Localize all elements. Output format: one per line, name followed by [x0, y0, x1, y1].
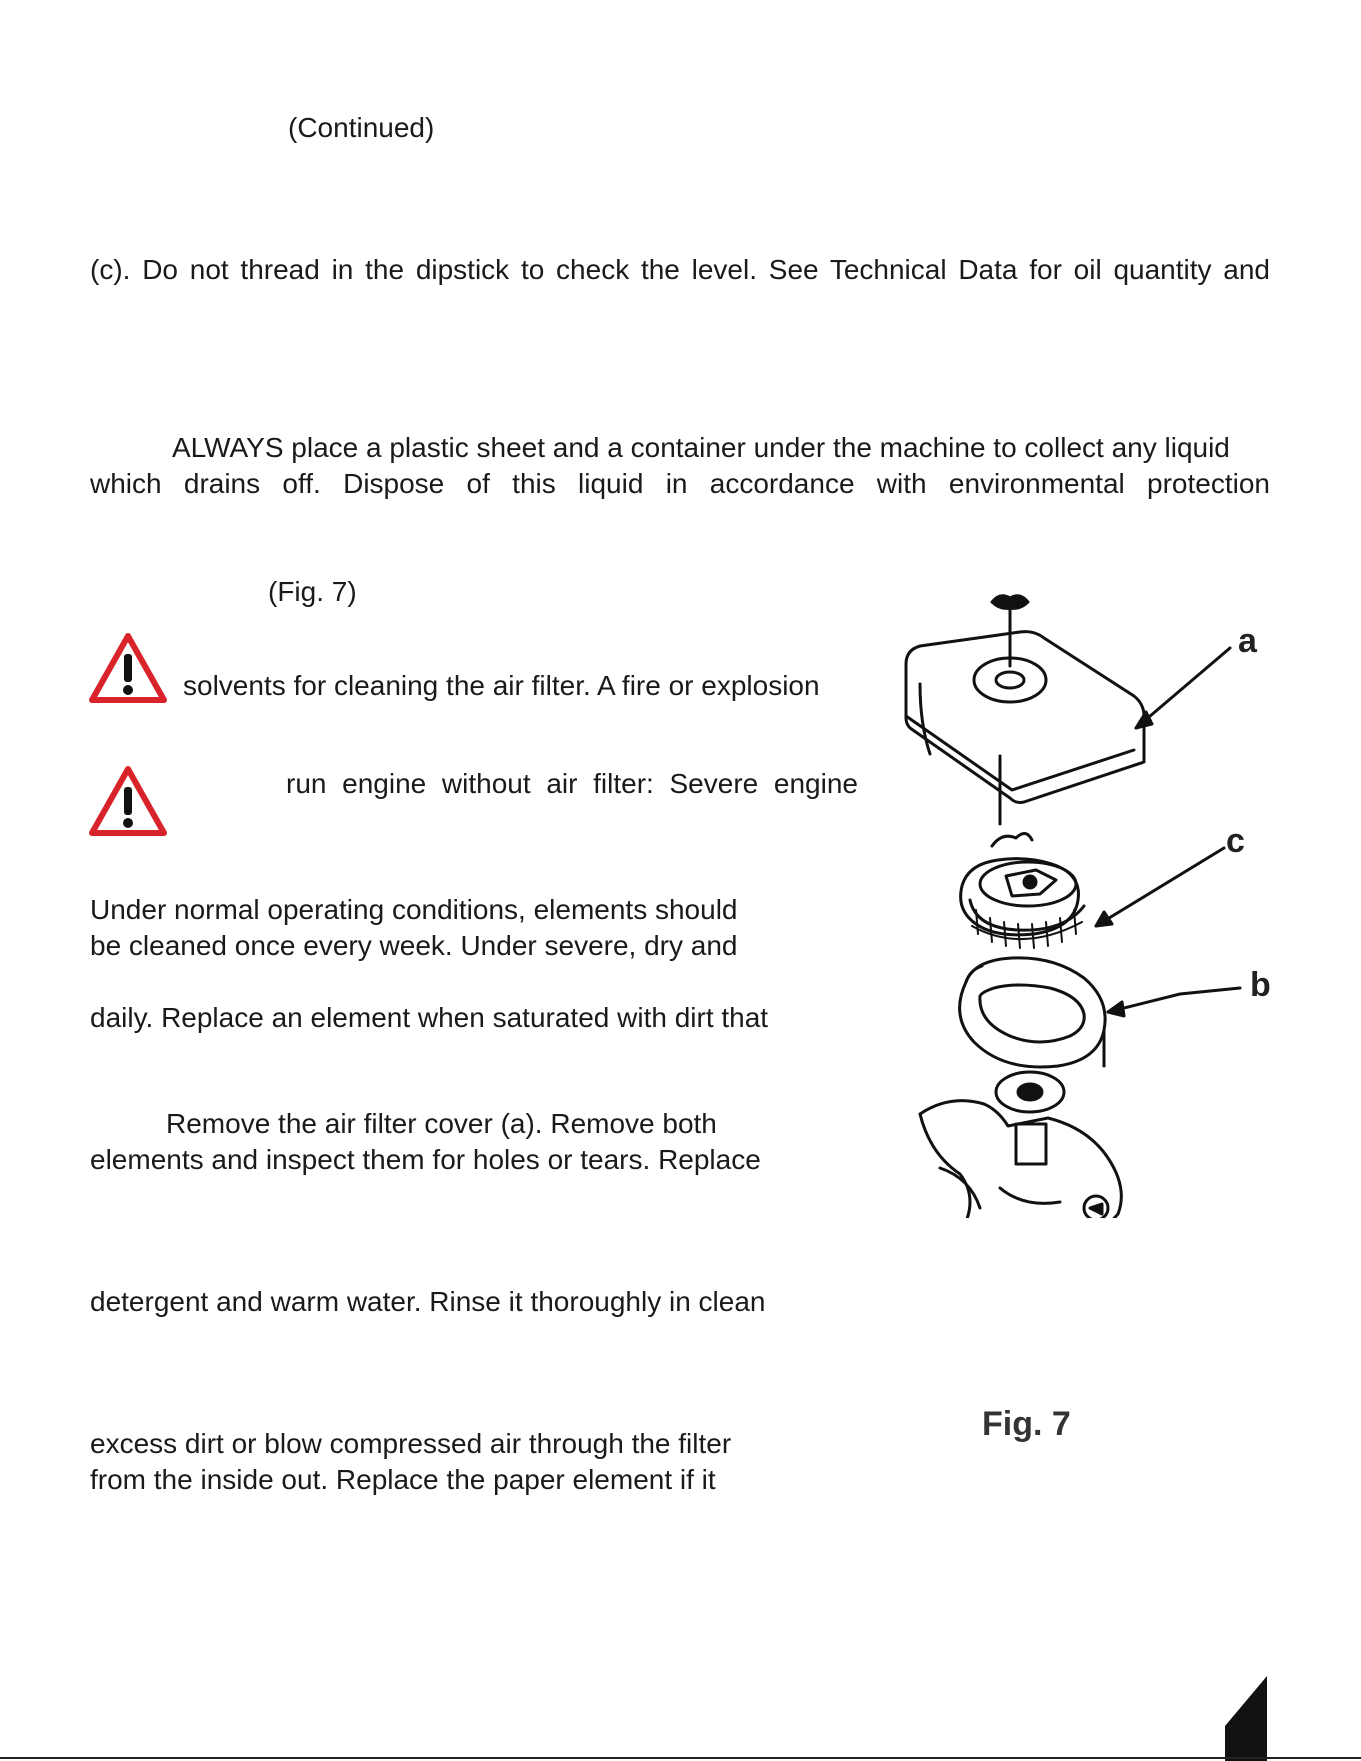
engine-base: [920, 1072, 1121, 1218]
warning-triangle-icon: [88, 765, 168, 837]
normal-line-2: be cleaned once every week. Under severe, dry and: [90, 930, 738, 961]
excess-line-1: excess dirt or blow compressed air through the filter: [90, 1428, 732, 1459]
filter-element-c: [961, 833, 1084, 948]
detergent-line: detergent and warm water. Rinse it thoroughly in clean: [90, 1286, 766, 1317]
excess-line-2: from the inside out. Replace the paper element if it: [90, 1464, 716, 1495]
filter-cover: [906, 632, 1144, 824]
figure-caption: Fig. 7: [982, 1405, 1071, 1443]
dipstick-line: (c). Do not thread in the dipstick to check the level. See Technical Data for oil quantity and: [90, 254, 1270, 285]
continued-heading: (Continued): [288, 112, 435, 143]
label-a: a: [1238, 622, 1257, 660]
bottom-rule: [0, 1757, 1361, 1759]
air-filter-diagram: [880, 588, 1300, 1218]
remove-line-1: Remove the air filter cover (a). Remove both: [166, 1108, 717, 1139]
remove-line-2: elements and inspect them for holes or tears. Replace: [90, 1144, 761, 1175]
always-line-1: ALWAYS place a plastic sheet and a container under the machine to collect any liquid: [172, 432, 1230, 463]
warning-2-text: run engine without air filter: Severe engine: [286, 768, 858, 799]
warning-1-text: solvents for cleaning the air filter. A fire or explosion: [183, 670, 820, 701]
warning-triangle-icon: [88, 632, 168, 704]
fig-reference: (Fig. 7): [268, 576, 357, 607]
normal-line-1: Under normal operating conditions, elements should: [90, 894, 738, 925]
daily-line: daily. Replace an element when saturated with dirt that: [90, 1002, 769, 1033]
page-corner-marker: [1225, 1676, 1267, 1761]
label-c: c: [1226, 822, 1245, 860]
filter-element-b: [960, 958, 1106, 1067]
label-b: b: [1250, 966, 1271, 1004]
always-line-2: which drains off. Dispose of this liquid in accordance with environmental protection: [90, 468, 1270, 499]
